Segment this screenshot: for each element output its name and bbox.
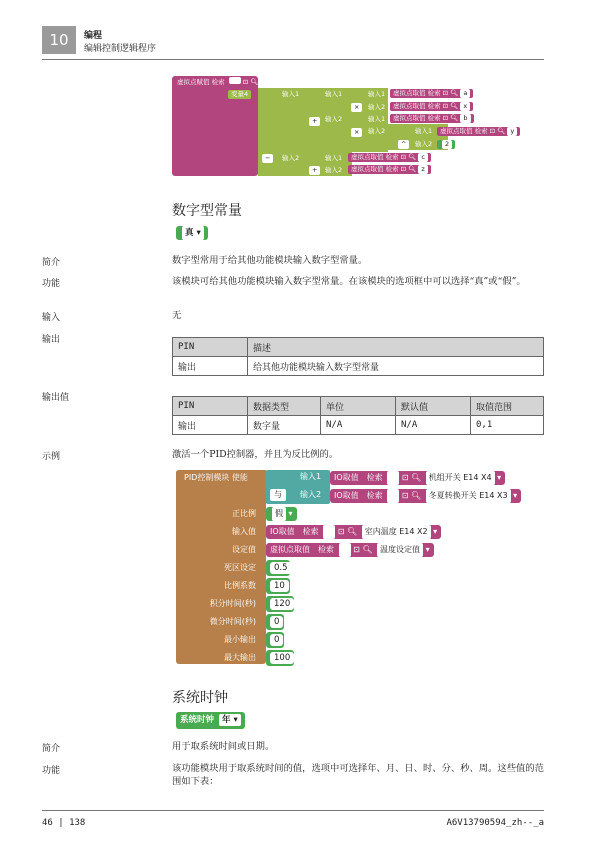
page-number: 46 | 138 xyxy=(42,818,86,828)
output-label: 输出 xyxy=(42,335,61,345)
function-label: 功能 xyxy=(42,279,61,289)
chapter-number: 10 xyxy=(42,26,76,54)
chapter-subtitle: 编辑控制逻辑程序 xyxy=(84,44,157,54)
header-divider xyxy=(42,59,544,60)
function-text: 该模块可给其他功能模块输入数字型常量。在该模块的选项框中可以选择“真”或“假”。 xyxy=(172,276,526,287)
output-value-label: 输出值 xyxy=(42,393,70,403)
output-table: PIN 描述 输出 给其他功能模块输入数字型常量 xyxy=(172,337,544,376)
section-title-system-clock: 系统时钟 xyxy=(172,690,228,706)
clock-intro-text: 用于取系统时间或日期。 xyxy=(172,741,275,752)
section-title-numeric-constant: 数字型常量 xyxy=(172,203,242,219)
example-text: 激活一个PID控制器，并且为反比例的。 xyxy=(172,449,339,460)
clock-intro-label: 简介 xyxy=(42,744,61,754)
output-value-table: PIN 数据类型 单位 默认值 取值范围 输出 数字量 N/A N/A 0,1 xyxy=(172,396,544,435)
system-clock-block: 系统时钟 年 ▾ xyxy=(176,712,245,729)
document-id: A6V13790594_zh--_a xyxy=(446,818,544,828)
intro-label: 简介 xyxy=(42,258,61,268)
true-constant-block: 真 ▾ xyxy=(176,226,208,240)
input-text: 无 xyxy=(172,310,182,321)
intro-text: 数字型常用于给其他功能模块输入数字型常量。 xyxy=(172,255,368,266)
chapter-title: 编程 xyxy=(84,31,103,41)
clock-function-label: 功能 xyxy=(42,766,61,776)
input-label: 输入 xyxy=(42,313,61,323)
footer-divider xyxy=(42,810,544,811)
clock-function-text: 该功能模块用于取系统时间的值，选项中可选择年、月、日、时、分、秒、周。这些值的范围如下表： xyxy=(172,763,544,787)
example-label: 示例 xyxy=(42,452,61,462)
